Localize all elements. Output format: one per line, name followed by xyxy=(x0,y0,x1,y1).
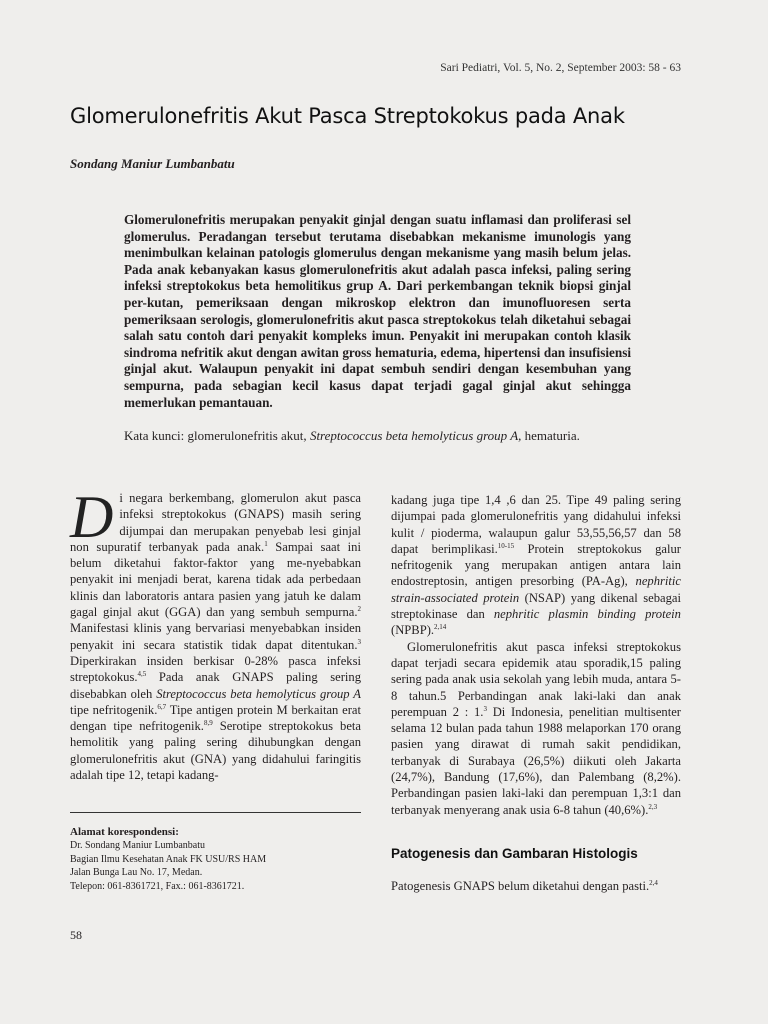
text-run: Diperkirakan insiden berkisar 0-28% pasca infeksi streptokokus. xyxy=(70,653,361,685)
citation: 1 xyxy=(264,539,268,548)
citation: 2 xyxy=(357,604,361,613)
citation: 6,7 xyxy=(157,702,167,711)
keywords-italic: Streptococcus beta hemolyticus group A, xyxy=(309,428,522,443)
citation: 2,3 xyxy=(648,802,658,811)
body-paragraph xyxy=(391,492,681,639)
text-run: Manifestasi klinis yang bervariasi menyebabkan insiden penyakit ini secara statistik tidak dapat ditentukan. xyxy=(70,621,361,652)
correspondence-line: Bagian Ilmu Kesehatan Anak FK USU/RS HAM xyxy=(70,853,267,865)
correspondence-line: Dr. Sondang Maniur Lumbanbatu xyxy=(70,840,205,852)
text-run: i negara berkembang, glomerulon akut pasca infeksi streptokokus (GNAPS) masih sering dijumpai dan merupakan penyebab lesi ginjal non supuratif terbanyak pada anak. xyxy=(70,491,361,554)
text-run: kadang juga tipe 1,4 ,6 dan 25. Tipe 49 paling sering dijumpai pada glomerulonefritis yang didahului infeksi kulit / pioderma, walaupun galur 53,55,56,57 dan 58 dapat berimplikasi. xyxy=(391,493,681,556)
citation: 8,9 xyxy=(203,718,213,727)
text-run: Glomerulonefritis akut pasca infeksi streptokokus dapat terjadi secara epidemik atau sporadik,15 paling sering pada anak usia sekolah yang lebih muda, antara 5-8 tahun.5 Perbandingan anak laki-laki dan anak perempuan 2 : 1. xyxy=(391,639,681,719)
italic-term: Streptococcus beta hemolyticus group A xyxy=(156,686,361,701)
text-run: (NPBP). xyxy=(391,623,435,638)
body-paragraph xyxy=(70,484,361,783)
text-run: Sampai saat ini belum diketahui faktor-faktor yang me-nyebabkan penyakit ini menjadi berat, karena tidak ada perbedaan klinis dan laboratoris antara pasien yang jatuh ke dalam gagal ginjal akut (GGA) dan yang sembuh sempurna. xyxy=(70,539,361,620)
italic-term: nephritic strain-associated protein xyxy=(391,574,681,605)
body-right-column xyxy=(391,492,681,818)
author-name: Sondang Maniur Lumbanbatu xyxy=(70,156,235,171)
citation: 3 xyxy=(357,637,361,646)
text-run: (NSAP) yang dikenal sebagai streptokinase dan xyxy=(391,590,681,622)
text-run: Protein streptokokus galur nefritogenik yang merupakan antigen antara lain endostreptosin, antigen presorbing (PA-Ag), xyxy=(391,541,681,589)
citation: 4,5 xyxy=(137,670,147,679)
body-paragraph xyxy=(391,639,681,818)
footnote-divider xyxy=(70,812,361,813)
keywords-prefix: Kata kunci: glomerulonefritis akut, xyxy=(124,428,307,443)
citation: 10-15 xyxy=(497,541,515,550)
keywords xyxy=(124,428,631,444)
body-left-column xyxy=(70,484,361,783)
correspondence-line: Telepon: 061-8361721, Fax.: 061-8361721. xyxy=(70,880,245,892)
text-run: Pada anak GNAPS paling sering disebabkan oleh xyxy=(70,670,361,701)
correspondence-label: Alamat korespondensi: xyxy=(70,826,179,838)
section-paragraph xyxy=(391,878,681,894)
correspondence-line: Jalan Bunga Lau No. 17, Medan. xyxy=(70,867,203,879)
journal-reference: Sari Pediatri, Vol. 5, No. 2, September 2003: 58 - 63 xyxy=(440,62,681,74)
text-run: Tipe antigen protein M berkaitan erat dengan tipe nefritogenik. xyxy=(70,702,361,734)
keywords-suffix: hematuria. xyxy=(524,428,580,443)
section-heading: Patogenesis dan Gambaran Histologis xyxy=(391,846,638,861)
text-run: Serotipe streptokokus beta hemolitik yang paling sering dihubungkan dengan glomerulonefritis akut (GNA) yang didahului faringitis adalah tipe 12, tetapi kadang- xyxy=(70,719,361,783)
article-title: Glomerulonefritis Akut Pasca Streptokokus pada Anak xyxy=(70,104,625,128)
citation: 3 xyxy=(483,704,487,713)
citation: 2,4 xyxy=(649,878,658,887)
drop-cap: D xyxy=(70,484,114,550)
citation: 2,14 xyxy=(434,623,447,632)
text-run: Patogenesis GNAPS belum diketahui dengan pasti. xyxy=(391,879,650,893)
text-run: Di Indonesia, penelitian multisenter selama 12 bulan pada tahun 1988 melaporkan 170 orang pasien yang dirawat di rumah sakit pendidikan, terbanyak di Surabaya (26,5%) diikuti oleh Jakarta (24,7%), Bandung (17,6%), dan Palembang (8,2%). Perbandingan pasien laki-laki dan perempuan 1,3:1 dan terbanyak menyerang anak usia 6-8 tahun (40,6%). xyxy=(391,704,681,817)
correspondence-address xyxy=(70,826,361,893)
page-number: 58 xyxy=(70,928,82,942)
text-run: tipe nefritogenik. xyxy=(70,702,158,717)
abstract: Glomerulonefritis merupakan penyakit ginjal dengan suatu inflamasi dan proliferasi sel glomerulus. Peradangan tersebut terutama disebabkan mekanisme imunologis yang menimbulkan kelainan patologis glomerulus dengan mekanisme yang masih belum jelas. Pada anak kebanyakan kasus glomerulonefritis akut adalah pasca infeksi, paling sering infeksi streptokokus beta hemolitikus grup A. Dari perkembangan teknik biopsi ginjal per-kutan, pemeriksaan dengan mikroskop elektron dan imunofluoresen serta pemeriksaan serologis, glomerulonefritis akut pasca streptokokus telah diketahui sebagai salah satu contoh dari penyakit kompleks imun. Penyakit ini merupakan contoh klasik sindroma nefritik akut dengan awitan gross hematuria, edema, hipertensi dan insufisiensi ginjal akut. Walaupun penyakit ini dapat sembuh sendiri dengan kesembuhan yang sempurna, pada sebagian kecil kasus dapat terjadi gagal ginjal akut sehingga memerlukan pemantauan. xyxy=(124,212,631,410)
italic-term: nephritic plasmin binding protein xyxy=(493,607,681,622)
